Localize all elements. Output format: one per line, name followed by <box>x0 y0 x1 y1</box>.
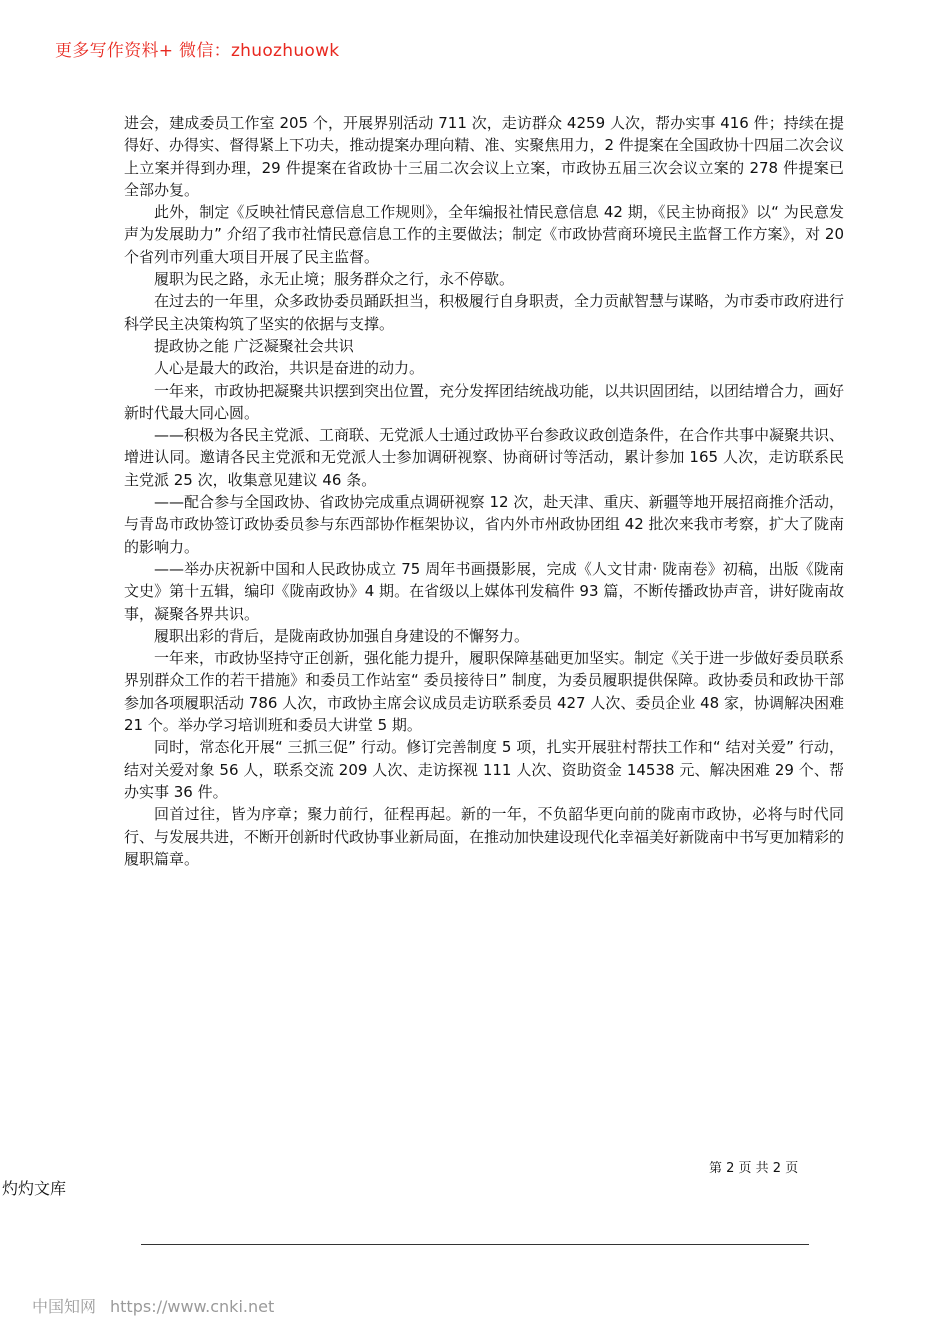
body-paragraph: 进会，建成委员工作室 205 个，开展界别活动 711 次，走访群众 4259 人次，帮办实事 416 件；持续在提得好、办得实、督得紧上下功夫，推动提案办理向精、准、实聚焦用力，2 件提案在全国政协十四届二次会议上立案并得到办理，29 件提案在省政协十三届二次会议上立案，市政协五届三次会议立案的 278 件提案已全部办复。 <box>124 114 844 199</box>
body-paragraph: 同时，常态化开展“ 三抓三促” 行动。修订完善制度 5 项，扎实开展驻村帮扶工作和“ 结对关爱” 行动，结对关爱对象 56 人，联系交流 209 人次、走访探视 111 人次、资助资金 14538 元、解决困难 29 个、帮办实事 36 件。 <box>124 738 844 801</box>
page-number: 第 2 页 共 2 页 <box>709 1161 799 1176</box>
promo-banner: 更多写作资料+ 微信：zhuozhuowk <box>55 41 340 61</box>
body-paragraph: 人心是最大的政治，共识是奋进的动力。 <box>154 359 425 378</box>
watermark-url: https://www.cnki.net <box>110 1297 275 1316</box>
body-paragraph: ——配合参与全国政协、省政协完成重点调研视察 12 次，赴天津、重庆、新疆等地开展招商推介活动，与青岛市政协签订政协委员参与东西部协作框架协议，省内外市州政协团组 42 批次来我市考察，扩大了陇南的影响力。 <box>124 493 844 556</box>
footer-divider <box>141 1244 809 1245</box>
body-paragraph: 在过去的一年里，众多政协委员踊跃担当，积极履行自身职责，全力贡献智慧与谋略，为市委市政府进行科学民主决策构筑了坚实的依据与支撑。 <box>124 292 845 333</box>
body-paragraph: 履职出彩的背后，是陇南政协加强自身建设的不懈努力。 <box>154 626 530 645</box>
body-paragraph: 一年来，市政协把凝聚共识摆到突出位置，充分发挥团结统战功能，以共识固团结，以团结增合力，画好新时代最大同心圆。 <box>124 381 845 422</box>
article-body <box>124 112 844 870</box>
body-paragraph: 此外，制定《反映社情民意信息工作规则》，全年编报社情民意信息 42 期，《民主协商报》以“ 为民意发声为发展助力” 介绍了我市社情民意信息工作的主要做法；制定《市政协营商环境民主监督工作方案》，对 20 个省列市列重大项目开展了民主监督。 <box>124 203 844 266</box>
body-paragraph: 一年来，市政协坚持守正创新，强化能力提升，履职保障基础更加坚实。制定《关于进一步做好委员联系界别群众工作的若干措施》和委员工作站室“ 委员接待日” 制度，为委员履职提供保障。政协委员和政协干部参加各项履职活动 786 人次，市政协主席会议成员走访联系委员 427 人次、委员企业 48 家，协调解决困难 21 个。举办学习培训班和委员大讲堂 5 期。 <box>124 649 845 735</box>
body-paragraph: ——积极为各民主党派、工商联、无党派人士通过政协平台参政议政创造条件，在合作共事中凝聚共识、增进认同。邀请各民主党派和无党派人士参加调研视察、协商研讨等活动，累计参加 165 人次，走访联系民主党派 25 次，收集意见建议 46 条。 <box>124 426 845 489</box>
body-paragraph: 提政协之能 广泛凝聚社会共识 <box>154 336 354 355</box>
watermark-site-name: 中国知网 <box>32 1297 97 1316</box>
body-paragraph: 回首过往，皆为序章；聚力前行，征程再起。新的一年，不负韶华更向前的陇南市政协，必将与时代同行、与发展共进，不断开创新时代政协事业新局面，在推动加快建设现代化幸福美好新陇南中书写更加精彩的履职篇章。 <box>124 805 845 868</box>
library-name: 灼灼文库 <box>2 1179 67 1198</box>
cnki-watermark <box>32 1294 274 1317</box>
body-paragraph: ——举办庆祝新中国和人民政协成立 75 周年书画摄影展，完成《人文甘肃· 陇南卷》初稿，出版《陇南文史》第十五辑，编印《陇南政协》4 期。在省级以上媒体刊发稿件 93 篇，不断传播政协声音，讲好陇南故事，凝聚各界共识。 <box>124 559 844 623</box>
body-paragraph: 履职为民之路，永无止境；服务群众之行，永不停歇。 <box>154 270 515 289</box>
